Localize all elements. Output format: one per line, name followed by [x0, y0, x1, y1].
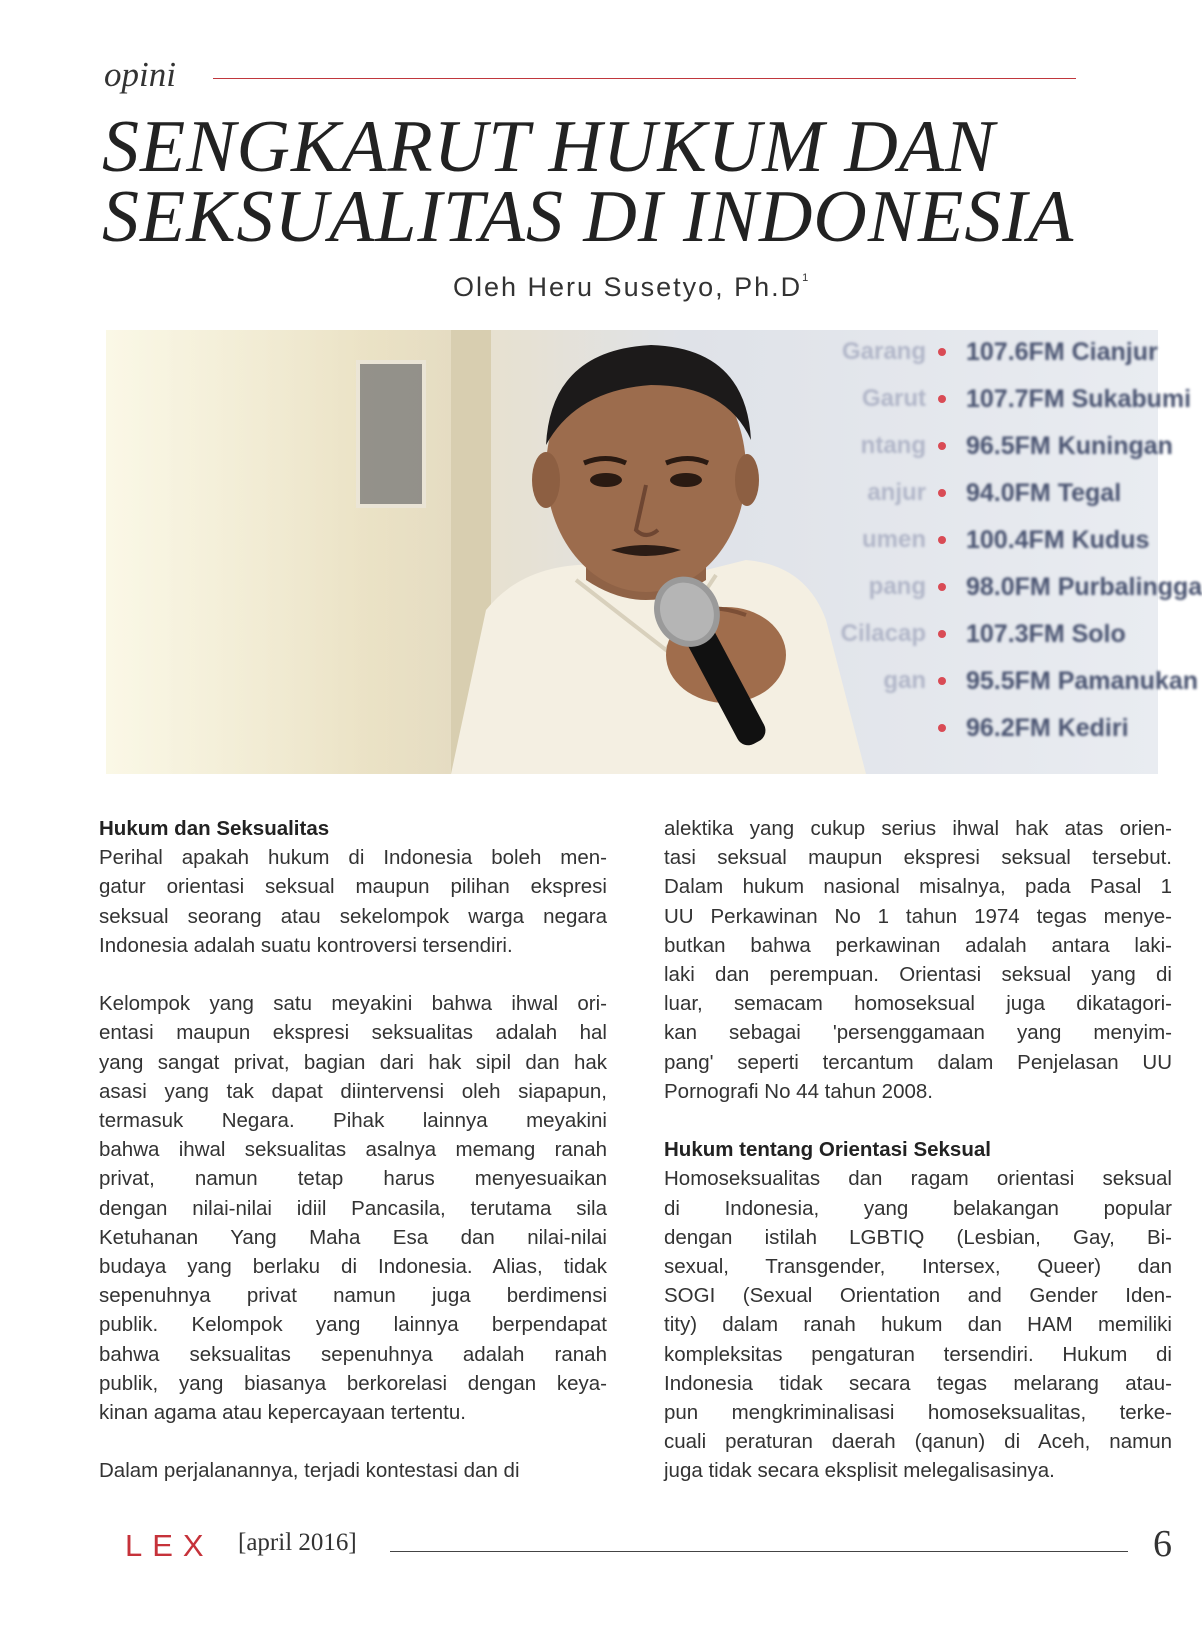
- paragraph-3: [99, 1456, 607, 1485]
- text-line: bahwa seksualitas sepenuhnya adalah ranah: [99, 1342, 607, 1366]
- byline: [453, 272, 808, 303]
- banner-station: 96.5FM Kuningan: [966, 432, 1173, 460]
- text-line: juga tidak secara eksplisit melegalisasinya.: [664, 1459, 1055, 1483]
- issue-date: [april 2016]: [238, 1529, 357, 1556]
- article-title: [102, 106, 1182, 258]
- text-line: butkan bahwa perkawinan adalah antara laki-: [664, 933, 1172, 957]
- section-label: opini: [104, 55, 176, 94]
- text-line: Indonesia adalah suatu kontroversi tersendiri.: [99, 933, 513, 957]
- text-line: kan sebagai 'persenggamaan yang menyim-: [664, 1021, 1172, 1045]
- banner-station: 107.6FM Cianjur: [966, 338, 1158, 366]
- title-line-2: SEKSUALITAS DI INDONESIA: [102, 176, 1075, 258]
- footer-rule: [390, 1551, 1128, 1552]
- text-line: budaya yang berlaku di Indonesia. Alias, tidak: [99, 1255, 607, 1279]
- text-line: alektika yang cukup serius ihwal hak atas orien-: [664, 817, 1172, 840]
- text-line: tasi seksual maupun ekspresi seksual tersebut.: [664, 846, 1172, 870]
- title-line-1: SENGKARUT HUKUM DAN: [102, 106, 996, 188]
- text-line: entasi maupun ekspresi seksualitas adalah hal: [99, 1021, 607, 1045]
- text-line: dengan istilah LGBTIQ (Lesbian, Gay, Bi-: [664, 1225, 1172, 1249]
- banner-city: Garang: [841, 338, 926, 365]
- banner-station: 96.2FM Kediri: [966, 714, 1129, 742]
- text-line: Indonesia tidak secara tegas melarang atau-: [664, 1371, 1172, 1395]
- header-rule: [213, 78, 1076, 79]
- text-line: dengan nilai-nilai idiil Pancasila, terutama sila: [99, 1196, 607, 1220]
- text-line: pang' seperti tercantum dalam Penjelasan UU: [664, 1050, 1172, 1074]
- banner-city: umen: [861, 526, 926, 553]
- byline-footnote: 1: [802, 272, 809, 284]
- text-line: publik. Kelompok yang lainnya berpendapat: [99, 1313, 607, 1337]
- text-line: kinan agama atau kepercayaan tertentu.: [99, 1401, 466, 1425]
- text-line: Kelompok yang satu meyakini bahwa ihwal ori-: [99, 992, 607, 1016]
- text-line: gatur orientasi seksual maupun pilihan ekspresi: [99, 875, 607, 899]
- text-line: kompleksitas pengaturan tersendiri. Hukum di: [664, 1342, 1172, 1366]
- text-line: sepenuhnya privat namun juga berdimensi: [99, 1284, 607, 1308]
- text-line: Homoseksualitas dan ragam orientasi seksual: [664, 1167, 1172, 1191]
- section-heading-orientasi-seksual: Hukum tentang Orientasi Seksual: [664, 1138, 991, 1162]
- left-column: [99, 814, 607, 1486]
- text-line: di Indonesia, yang belakangan popular: [664, 1196, 1172, 1220]
- text-line: SOGI (Sexual Orientation and Gender Iden-: [664, 1284, 1172, 1308]
- paragraph-4: [664, 814, 1172, 1106]
- text-line: seksual seorang atau sekelompok warga negara: [99, 904, 607, 928]
- banner-city: anjur: [867, 479, 926, 506]
- author-photo: [106, 330, 1202, 774]
- banner-city: ntang: [860, 432, 926, 459]
- speaker-illustration: [106, 330, 1158, 774]
- byline-text: Oleh Heru Susetyo, Ph.D: [453, 272, 803, 302]
- magazine-name: LEX: [125, 1528, 214, 1563]
- right-column: [664, 814, 1172, 1486]
- text-line: termasuk Negara. Pihak lainnya meyakini: [99, 1109, 607, 1133]
- banner-city: Cilacap: [840, 620, 926, 647]
- text-line: publik, yang biasanya berkorelasi dengan keya-: [99, 1371, 607, 1395]
- banner-station: 107.7FM Sukabumi: [966, 385, 1192, 413]
- text-line: sexual, Transgender, Intersex, Queer) dan: [664, 1255, 1172, 1279]
- page-number: 6: [1153, 1523, 1172, 1565]
- banner-station: 98.0FM Purbalingga: [966, 573, 1202, 601]
- paragraph-2: [99, 989, 607, 1427]
- text-line: laki dan perempuan. Orientasi seksual yang di: [664, 963, 1172, 987]
- text-line: bahwa ihwal seksualitas asalnya memang ranah: [99, 1138, 607, 1162]
- banner-station: 94.0FM Tegal: [966, 479, 1122, 507]
- text-line: Ketuhanan Yang Maha Esa dan nilai-nilai: [99, 1225, 607, 1249]
- text-line: tity) dalam ranah hukum dan HAM memiliki: [664, 1313, 1172, 1337]
- text-line: UU Perkawinan No 1 tahun 1974 tegas menye-: [664, 904, 1172, 928]
- text-line: cuali peraturan daerah (qanun) di Aceh, namun: [664, 1430, 1172, 1454]
- text-line: Pornografi No 44 tahun 2008.: [664, 1079, 933, 1103]
- banner-city: pang: [868, 573, 926, 600]
- paragraph-5: [664, 1164, 1172, 1485]
- paragraph-1: [99, 843, 607, 960]
- text-line: asasi yang tak dapat diintervensi oleh siapapun,: [99, 1079, 607, 1103]
- banner-station: 95.5FM Pamanukan: [966, 667, 1199, 695]
- text-line: privat, namun tetap harus menyesuaikan: [99, 1167, 607, 1191]
- banner-station: 107.3FM Solo: [966, 620, 1126, 648]
- text-line: yang sangat privat, bagian dari hak sipil dan hak: [99, 1050, 607, 1074]
- text-line: pun mengkriminalisasi homoseksualitas, terke-: [664, 1401, 1172, 1425]
- section-heading-hukum-seksualitas: Hukum dan Seksualitas: [99, 817, 330, 840]
- text-line: Dalam perjalanannya, terjadi kontestasi dan di: [99, 1459, 520, 1483]
- text-line: Perihal apakah hukum di Indonesia boleh men-: [99, 846, 607, 870]
- banner-city: gan: [883, 667, 926, 694]
- banner-station: 100.4FM Kudus: [966, 526, 1150, 554]
- text-line: Dalam hukum nasional misalnya, pada Pasal 1: [664, 875, 1172, 899]
- banner-city: Garut: [861, 385, 926, 412]
- text-line: luar, semacam homoseksual juga dikatagori-: [664, 992, 1172, 1016]
